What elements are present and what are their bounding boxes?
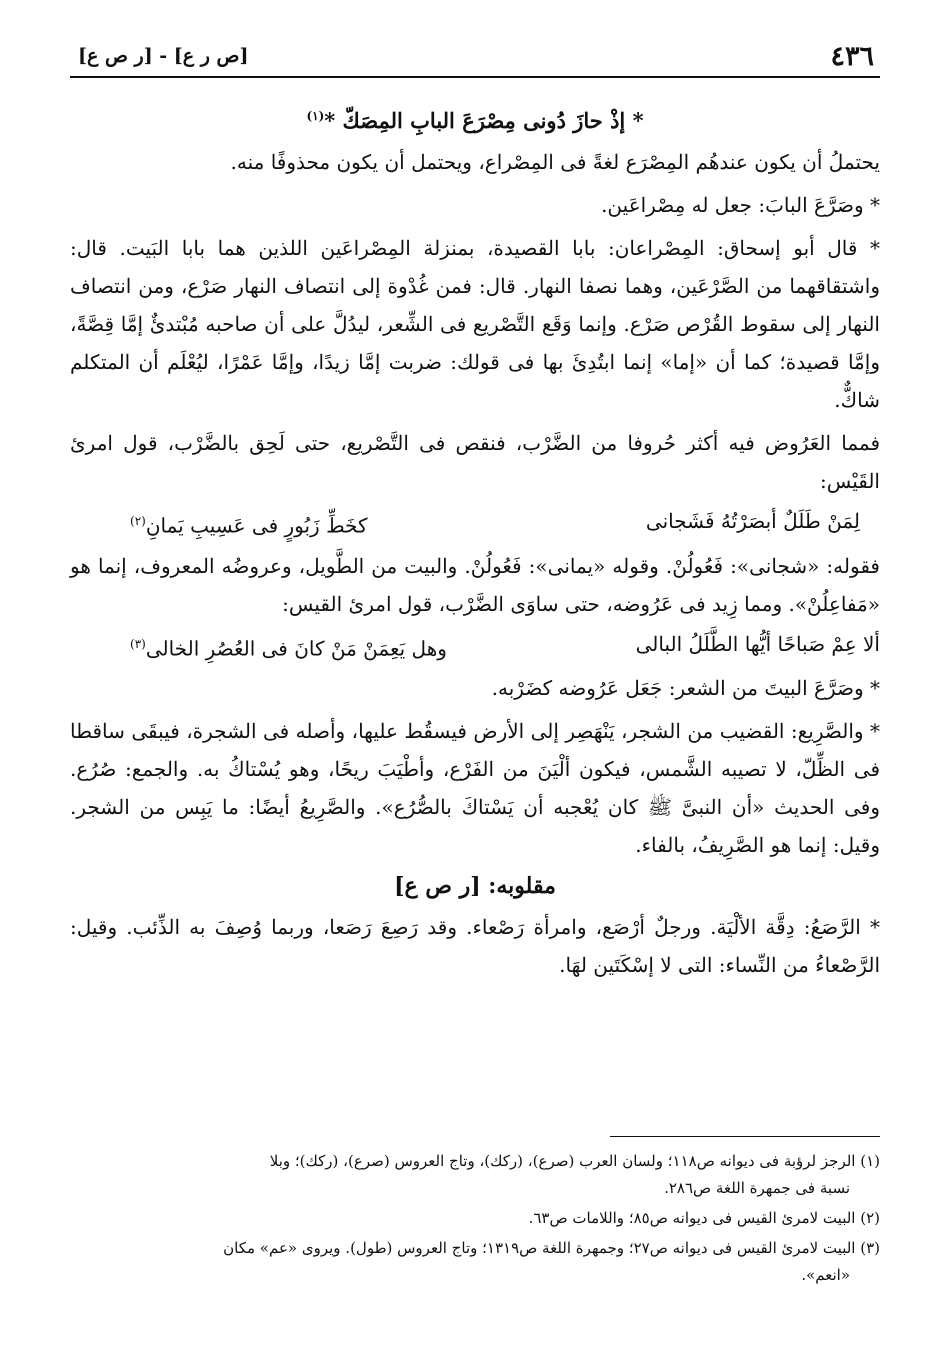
paragraph: * الرَّصَعُ: دِقَّة الألْيَة. ورجلٌ أرْصَع، وامرأة رَصْعاء. وقد رَصِعَ رَصَعا، وربما وُصِفَ به الذِّئب. وقيل: الرَّصْعاءُ من النِّساء: التى لا إسْكَتَين لهَا. (70, 915, 880, 978)
page-number: ٤٣٦ (830, 40, 874, 72)
footnote-ref-2: (٢) (130, 514, 146, 528)
footnote-continuation: «انعم». (801, 1266, 850, 1284)
footnote-continuation: نسبة فى جمهرة اللغة ص٢٨٦. (664, 1179, 850, 1197)
section-heading: مقلوبه: [ر ص ع] (394, 873, 556, 900)
paragraph: * والصَّرِيع: القضيب من الشجر، يَنْهَصِر إلى الأرض فيسقُط عليها، وأصله فى الشجرة، فيبقَى ساقطا فى الظِّلّ، لا تصيبه الشَّمس، فيكون ألْيَنَ من الفَرْع، وأطْيَبَ ريحًا، وهو يُسْتاكُ به. والجمع: صُرُع. وفى الحديث «أن النبىَّ ﷺ كان يُعْجبه أن يَسْتاكَ بالصُّرُع». والصَّرِيعُ أيضًا: ما يَبِس من الشجر. وقيل: إنما هو الصَّرِيفُ، بالفاء. (70, 719, 880, 858)
hemistich-left: وهل يَعِمَنْ مَنْ كانَ فى العُصُرِ الخالى (145, 636, 447, 661)
footnote-ref-1: (١) (306, 109, 325, 123)
opening-verse-text: * إذْ حازَ دُونى مِصْرَعَ البابِ المِصَكّ * (324, 108, 644, 133)
footnote-text: (٣) البيت لامرئ القيس فى ديوانه ص٢٧؛ وجمهرة اللغة ص١٣١٩؛ وتاج العروس (طول). ويروى «عم» مكان (223, 1239, 880, 1257)
paragraph: * وصَرَّعَ البيتَ من الشعر: جَعَل عَرُوضه كضَرْبه. (491, 676, 880, 701)
paragraph: * وصَرَّعَ البابَ: جعل له مِصْراعَين. (601, 193, 880, 217)
hemistich-right: لِمَنْ طَلَلٌ أبصَرْتُهُ فَشَجانى (645, 509, 860, 533)
paragraph: يحتملُ أن يكون عندهُم المِصْرَع لغةً فى المِصْراع، ويحتمل أن يكون محذوفًا منه. (230, 150, 880, 174)
footnote-ref-3: (٣) (130, 636, 146, 651)
paragraph: فمما العَرُوض فيه أكثر حُروفا من الضَّرْب، فنقص فى التَّصْريع، حتى لَحِق بالضَّرْب، قول امرئ القَيْس: (70, 431, 880, 493)
running-head: [ص ر ع] - [ر ص ع] (78, 45, 249, 67)
book-page (70, 36, 880, 1346)
footnote-text: (١) الرجز لرؤبة فى ديوانه ص١١٨؛ ولسان العرب (صرع)، (ركك)، وتاج العروس (صرع)، (ركك)؛ وبلا (269, 1152, 880, 1170)
footnote-text: (٢) البيت لامرئ القيس فى ديوانه ص٨٥؛ واللامات ص٦٣. (528, 1209, 880, 1227)
footnote-3 (70, 1235, 880, 1289)
page-header (70, 36, 880, 78)
paragraph: فقوله: «شجانى»: فَعُولُنْ. وقوله «يمانى»: فَعُولُنْ. والبيت من الطَّويل، وعروضُه المعروف، إنما هو «مَفاعِلُنْ». ومما زِيد فى عَرُوضه، حتى ساوَى الضَّرْب، قول امرئ القيس: (70, 553, 880, 616)
footnote-2 (70, 1205, 880, 1232)
poem-line-2 (70, 623, 880, 670)
footnotes (70, 1148, 880, 1292)
poem-line-1 (70, 500, 880, 547)
opening-verse (70, 94, 880, 143)
footnote-1 (70, 1148, 880, 1202)
footnote-divider (610, 1136, 880, 1137)
hemistich-left: كخَطِّ زَبُورٍ فى عَسِيبِ يَمانِ (145, 513, 368, 538)
page-body (70, 94, 880, 984)
hemistich-right: ألا عِمْ صَباحًا أيُّها الطَّلَلُ البالى (635, 631, 880, 656)
paragraph: * قال أبو إسحاق: المِصْراعان: بابا القصيدة، بمنزلة المِصْراعَين اللذين هما بابا البَيت. قال: واشتقاقهما من الصَّرْعَين، وهما نصفا النهار. قال: فمن غُدْوة إلى انتصاف النهار صَرْع، ومن انتصاف النهار إلى سقوط القُرْص صَرْع. وإنما وَقَع التَّصْريع فى الشِّعر، ليدُلَّ على أن صاحبه مُبْتدئٌ إمَّا قِصَّةً، وإمَّا قصيدة؛ كما أن «إما» إنما ابتُدِئَ بها فى قولك: ضربت إمَّا زيدًا، وإمَّا عَمْرًا، ليُعْلَم أن المتكلم شاكٌّ. (70, 236, 880, 412)
